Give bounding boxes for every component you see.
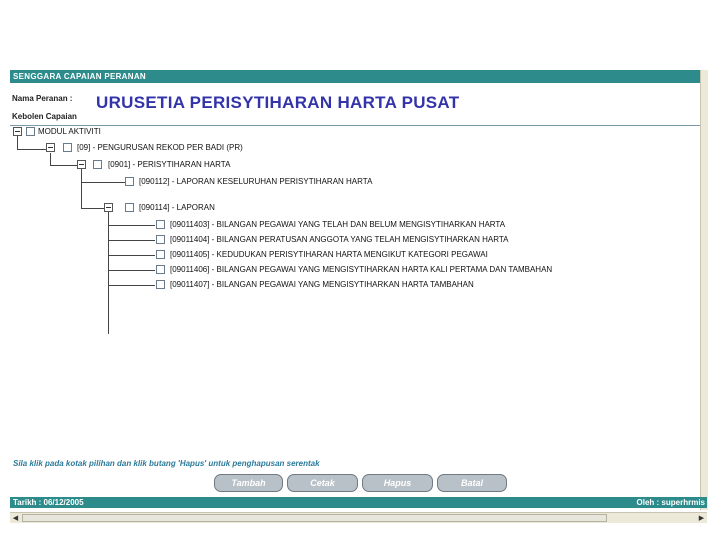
- collapse-icon[interactable]: [104, 203, 113, 212]
- tree-connector: [50, 153, 51, 165]
- window-title: SENGGARA CAPAIAN PERANAN: [10, 70, 707, 83]
- role-name-value: URUSETIA PERISYTIHARAN HARTA PUSAT: [96, 93, 460, 112]
- tree-connector: [108, 270, 155, 271]
- tree-connector: [81, 208, 104, 209]
- scroll-thumb[interactable]: [22, 514, 607, 522]
- collapse-icon[interactable]: [77, 160, 86, 169]
- tree-connector: [108, 212, 109, 334]
- print-button[interactable]: Cetak: [287, 474, 358, 492]
- tree-node-checkbox[interactable]: [93, 160, 102, 169]
- tree-connector: [81, 169, 82, 208]
- status-bar: [10, 497, 707, 508]
- tree-node-checkbox[interactable]: [125, 177, 134, 186]
- cancel-button[interactable]: Batal: [437, 474, 507, 492]
- tree-node-label: [09011404] - BILANGAN PERATUSAN ANGGOTA YANG TELAH MENGISYTIHARKAN HARTA: [170, 235, 509, 244]
- horizontal-scrollbar[interactable]: [10, 512, 707, 523]
- add-button[interactable]: Tambah: [214, 474, 283, 492]
- tree-connector: [17, 135, 18, 149]
- tree-node-checkbox[interactable]: [156, 235, 165, 244]
- status-date: Tarikh : 06/12/2005: [13, 498, 84, 507]
- tree-connector: [17, 149, 46, 150]
- status-user: Oleh : superhrmis: [636, 498, 705, 507]
- scroll-right-icon[interactable]: ▶: [698, 515, 705, 522]
- collapse-icon[interactable]: [13, 127, 22, 136]
- vertical-scrollbar[interactable]: [700, 70, 708, 510]
- tree-node-checkbox[interactable]: [156, 280, 165, 289]
- delete-button[interactable]: Hapus: [362, 474, 433, 492]
- root-checkbox[interactable]: [26, 127, 35, 136]
- access-label: Kebolen Capaian: [12, 112, 77, 121]
- tree-connector: [108, 225, 155, 226]
- tree-node-checkbox[interactable]: [63, 143, 72, 152]
- tree-node-label: [09011407] - BILANGAN PEGAWAI YANG MENGISYTIHARKAN HARTA TAMBAHAN: [170, 280, 474, 289]
- tree-node-label: [090112] - LAPORAN KESELURUHAN PERISYTIHARAN HARTA: [139, 177, 373, 186]
- collapse-icon[interactable]: [46, 143, 55, 152]
- tree-node-checkbox[interactable]: [156, 220, 165, 229]
- tree-connector: [108, 255, 155, 256]
- tree-node-label: [09] - PENGURUSAN REKOD PER BADI (PR): [77, 143, 243, 152]
- role-access-window: [10, 70, 707, 522]
- role-name-label: Nama Peranan :: [12, 94, 73, 103]
- instruction-text: Sila klik pada kotak pilihan dan klik butang 'Hapus' untuk penghapusan serentak: [13, 459, 320, 468]
- tree-connector: [50, 165, 77, 166]
- tree-node-checkbox[interactable]: [156, 265, 165, 274]
- tree-connector: [81, 182, 125, 183]
- scroll-left-icon[interactable]: ◀: [12, 515, 19, 522]
- tree-node-label: [0901] - PERISYTIHARAN HARTA: [108, 160, 231, 169]
- tree-node-label: [09011403] - BILANGAN PEGAWAI YANG TELAH DAN BELUM MENGISYTIHARKAN HARTA: [170, 220, 506, 229]
- tree-connector: [108, 285, 155, 286]
- tree-node-label: [090114] - LAPORAN: [139, 203, 215, 212]
- tree-root-label: MODUL AKTIVITI: [38, 127, 101, 136]
- tree-node-label: [09011406] - BILANGAN PEGAWAI YANG MENGISYTIHARKAN HARTA KALI PERTAMA DAN TAMBAHAN: [170, 265, 553, 274]
- tree-node-checkbox[interactable]: [125, 203, 134, 212]
- tree-connector: [108, 240, 155, 241]
- tree-node-checkbox[interactable]: [156, 250, 165, 259]
- tree-node-label: [09011405] - KEDUDUKAN PERISYTIHARAN HARTA MENGIKUT KATEGORI PEGAWAI: [170, 250, 488, 259]
